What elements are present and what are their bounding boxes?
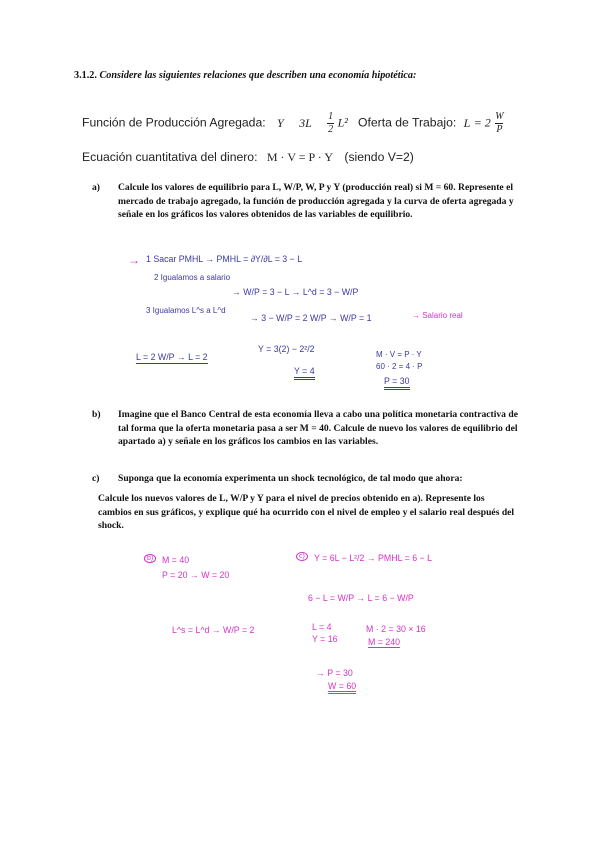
exercise-heading: [74, 70, 416, 81]
hw-c-marker: c): [296, 552, 308, 561]
production-label: Función de Producción Agregada:: [82, 115, 266, 130]
quantity-equation: [82, 150, 414, 165]
question-a-marker: a): [92, 182, 100, 193]
hw-c-equilibrium: L^s = L^d → W/P = 2: [172, 625, 255, 635]
production-frac-num: 1: [328, 111, 334, 122]
question-c: [92, 472, 526, 486]
question-b: [92, 408, 526, 449]
labor-supply: [358, 112, 505, 135]
question-a-text: Calcule los valores de equilibrio para L, W/P, W, P y Y (producción real) si M = 60. Represente el mercado de trabajo agregado, la función de producción agregada y la curva de oferta agregada y señale en los gráficos los valores obtenidos de las variables de equilibrio.: [118, 182, 514, 221]
labor-lhs: L: [463, 115, 471, 130]
hw-a-arrow: →: [128, 253, 140, 267]
hw-a-step1: 1 Sacar PMHL → PMHL = ∂Y/∂L = 3 − L: [146, 254, 303, 264]
production-frac-den: 2: [328, 124, 334, 135]
hw-c-final-W: W = 60: [328, 681, 356, 694]
hw-a-output-result: Y = 4: [294, 366, 315, 380]
hw-a-step3: → 3 − W/P = 2 W/P → W/P = 1: [250, 313, 372, 323]
exercise-title: Considere las siguientes relaciones que describen una economía hipotética:: [99, 70, 417, 81]
hw-c-values-L: L = 4: [312, 622, 332, 632]
labor-frac-den: P: [496, 124, 503, 135]
production-tail: L²: [337, 115, 348, 130]
hw-a-step3-label: 3 Igualamos L^s a L^d: [146, 306, 226, 315]
hw-c-final-P: → P = 30: [316, 668, 353, 678]
labor-eq: = 2: [473, 115, 491, 130]
hw-a-output: Y = 3(2) − 2²/2: [258, 344, 315, 354]
production-function: [82, 112, 348, 135]
question-b-text: Imagine que el Banco Central de esta economía lleva a cabo una política monetaria contractiva de tal forma que la oferta monetaria pasa a ser M = 40. Calcule de nuevo los valores de equilibrio del apartado a) y señale en los gráficos los cambios en las variables.: [118, 409, 518, 448]
hw-c-money-eq: M · 2 = 30 × 16: [366, 624, 426, 634]
quantity-note: (siendo V=2): [344, 150, 414, 164]
labor-fraction: [494, 112, 504, 135]
labor-frac-num: W: [495, 111, 504, 122]
hw-a-step3-note: → Salario real: [412, 311, 463, 320]
hw-c-production: Y = 6L − L²/2 → PMHL = 6 − L: [314, 553, 433, 563]
hw-a-labor-supply: L = 2 W/P → L = 2: [136, 352, 208, 362]
hw-a-price: P = 30: [384, 376, 410, 390]
question-c-continuation: Calcule los nuevos valores de L, W/P y Y para el nivel de precios obtenido en a). Represente los cambios en sus gráficos, y explique qué ha ocurrido con el nivel de empleo y el salario real después del shock.: [98, 493, 515, 532]
hw-a-quantity-1: M · V = P · Y: [376, 350, 422, 359]
hw-c-money-result: M = 240: [368, 637, 401, 647]
production-lhs: Y: [277, 115, 284, 130]
quantity-label: Ecuación cuantitativa del dinero:: [82, 150, 258, 164]
hw-a-step2-label: 2 Igualamos a salario: [154, 273, 231, 282]
quantity-formula: M · V = P · Y: [266, 150, 333, 164]
hw-c-demand: 6 − L = W/P → L = 6 − W/P: [308, 593, 414, 603]
question-a: [92, 181, 526, 222]
hw-c-values-Y: Y = 16: [312, 634, 338, 644]
question-b-marker: b): [92, 409, 101, 420]
hw-a-quantity-2: 60 · 2 = 4 · P: [376, 362, 423, 371]
hw-a-step2: → W/P = 3 − L → L^d = 3 − W/P: [232, 287, 359, 297]
question-c-marker: c): [92, 473, 100, 484]
hw-b-marker: b): [144, 554, 156, 563]
production-fraction: [327, 112, 334, 135]
question-c-text: Suponga que la economía experimenta un shock tecnológico, de tal modo que ahora:: [118, 473, 463, 484]
exercise-number: 3.1.2.: [74, 70, 97, 81]
labor-label: Oferta de Trabajo:: [358, 115, 457, 130]
hw-b-result: P = 20 → W = 20: [162, 570, 230, 580]
hw-b-money: M = 40: [162, 555, 190, 565]
production-term: 3L: [299, 115, 312, 130]
